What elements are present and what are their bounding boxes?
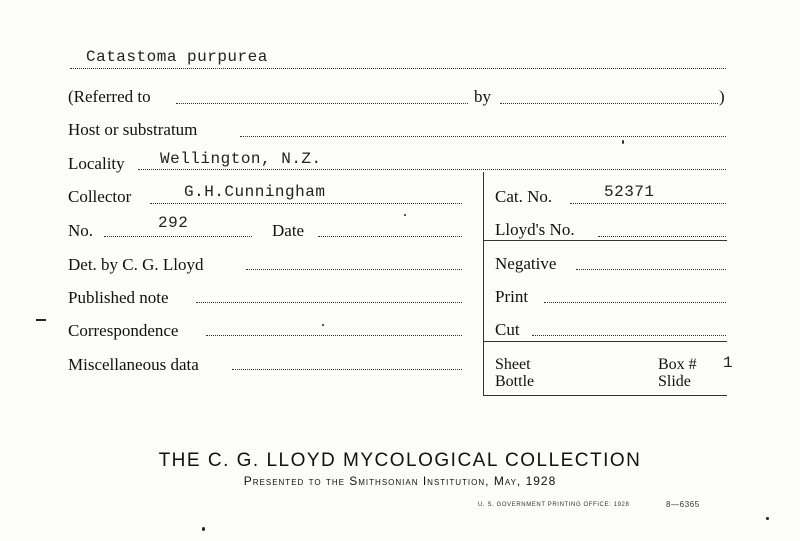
negative-label: Negative — [495, 254, 557, 273]
date-label: Date — [272, 221, 305, 240]
cut-divider — [483, 341, 727, 342]
scan-speck — [404, 214, 406, 216]
no-label: No. — [68, 221, 94, 240]
box-label: Box # — [658, 356, 697, 373]
cut-line — [532, 335, 726, 336]
close-paren: ) — [719, 87, 725, 106]
locality-line — [138, 169, 726, 170]
lloyds-no-divider — [483, 240, 727, 241]
print-line — [544, 302, 726, 303]
by-label: by — [474, 87, 491, 106]
printer-imprint: U. S. GOVERNMENT PRINTING OFFICE: 1928 — [478, 502, 630, 508]
published-note-line — [196, 302, 462, 303]
lloyds-no-line — [598, 236, 726, 237]
published-note-label: Published note — [68, 288, 169, 307]
slide-label: Slide — [658, 373, 691, 390]
collection-subtitle: Presented to the Smithsonian Institution, May, 1928 — [243, 474, 557, 488]
sheet-label: Sheet — [495, 356, 531, 373]
cat-no-value: 52371 — [604, 183, 655, 201]
scan-speck — [36, 319, 46, 321]
lloyds-no-label: Lloyd's No. — [495, 220, 575, 239]
scan-speck — [622, 140, 624, 144]
host-label: Host or substratum — [68, 120, 198, 139]
referred-to-line — [176, 103, 468, 104]
det-by-label: Det. by C. G. Lloyd — [68, 255, 204, 274]
det-by-line — [246, 269, 462, 270]
collection-title: THE C. G. LLOYD MYCOLOGICAL COLLECTION — [158, 450, 642, 471]
cut-label: Cut — [495, 320, 520, 339]
species-name: Catastoma purpurea — [86, 48, 268, 66]
collector-label: Collector — [68, 187, 132, 206]
host-line — [240, 136, 726, 137]
print-label: Print — [495, 287, 529, 306]
no-value: 292 — [158, 214, 189, 232]
box-value: 1 — [723, 354, 734, 372]
no-line — [104, 236, 252, 237]
cat-no-label: Cat. No. — [495, 187, 553, 206]
scan-speck — [766, 517, 769, 520]
locality-label: Locality — [68, 154, 125, 173]
date-line — [318, 236, 462, 237]
correspondence-line — [206, 335, 462, 336]
scan-speck — [322, 324, 324, 326]
cat-no-line — [570, 203, 726, 204]
by-line — [500, 103, 718, 104]
form-number: 8—6365 — [666, 500, 700, 509]
correspondence-label: Correspondence — [68, 321, 179, 340]
misc-data-label: Miscellaneous data — [68, 355, 199, 374]
right-box-bottom — [483, 395, 727, 396]
species-underline — [70, 68, 726, 69]
locality-value: Wellington, N.Z. — [160, 150, 322, 168]
misc-data-line — [232, 369, 462, 370]
negative-line — [576, 269, 726, 270]
scan-speck — [202, 527, 205, 531]
collector-value: G.H.Cunningham — [184, 183, 326, 201]
referred-to-label: (Referred to — [68, 87, 151, 106]
collector-line — [150, 203, 462, 204]
bottle-label: Bottle — [495, 373, 535, 390]
right-box-border — [483, 172, 484, 396]
